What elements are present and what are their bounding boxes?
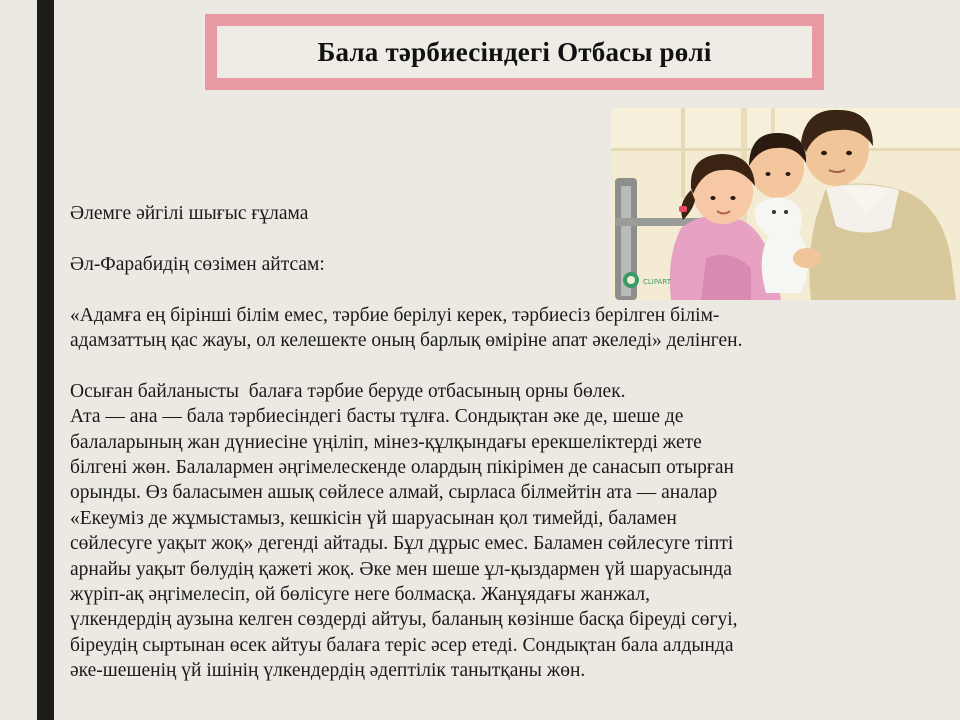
quote-line: адамзаттың қас жауы, ол келешекте оның барлық өміріне апат әкеледі» делінген. [70, 330, 743, 351]
slide-title: Бала тәрбиесіндегі Отбасы рөлі [317, 36, 712, 67]
body-text [70, 201, 910, 684]
left-accent-bar [37, 0, 54, 720]
title-box [217, 26, 812, 78]
quote-line: «Адамға ең бірінші білім емес, тәрбие берілуі керек, тәрбиесіз берілген білім- [70, 304, 720, 326]
title-frame [205, 14, 824, 90]
watermark-text: CLIPART [643, 278, 672, 286]
paragraph-line: үлкендердің аузына келген сөздерді айтуы, баланың көзінше басқа біреуді сөгуі, [70, 609, 738, 631]
paragraph-line: орынды. Өз баласымен ашық сөйлесе алмай, сырласа білмейтін ата — аналар [70, 482, 718, 504]
paragraph-line: біреудің сыртынан өсек айтуы балаға теріс әсер етеді. Сондықтан бала алдында [70, 634, 734, 656]
paragraph-line: сөйлесуге уақыт жоқ» дегенді айтады. Бұл дұрыс емес. Баламен сөйлесуге тіпті [70, 533, 734, 555]
intro-line-1: Әлемге әйгілі шығыс ғұлама [70, 203, 309, 224]
paragraph-line: әке-шешенің үй ішінің үлкендердің әдептілік танытқаны жөн. [70, 660, 586, 682]
paragraph-line: Осыған байланысты балаға тәрбие беруде отбасының орны бөлек. [70, 380, 626, 402]
paragraph-line: жүріп-ақ әңгімелесіп, ой бөлісуге неге болмасқа. Жанұядағы жанжал, [70, 584, 650, 606]
paragraph-line: білгені жөн. Балалармен әңгімелескенде олардың пікірімен де санасып отырған [70, 457, 734, 479]
paragraph-line: балаларының жан дүниесіне үңіліп, мінез-құлқындағы ерекшеліктерді жете [70, 431, 702, 453]
paragraph-line: Ата — ана — бала тәрбиесіндегі басты тұлға. Сондықтан әке де, шеше де [70, 406, 684, 428]
intro-line-2: Әл-Фарабидің сөзімен айтсам: [70, 253, 325, 275]
paragraph-line: «Екеуміз де жұмыстамыз, кешкісін үй шаруасынан қол тимейді, баламен [70, 507, 677, 529]
paragraph-line: арнайы уақыт бөлудің қажеті жоқ. Әке мен шеше ұл-қыздармен үй шаруасында [70, 558, 732, 580]
